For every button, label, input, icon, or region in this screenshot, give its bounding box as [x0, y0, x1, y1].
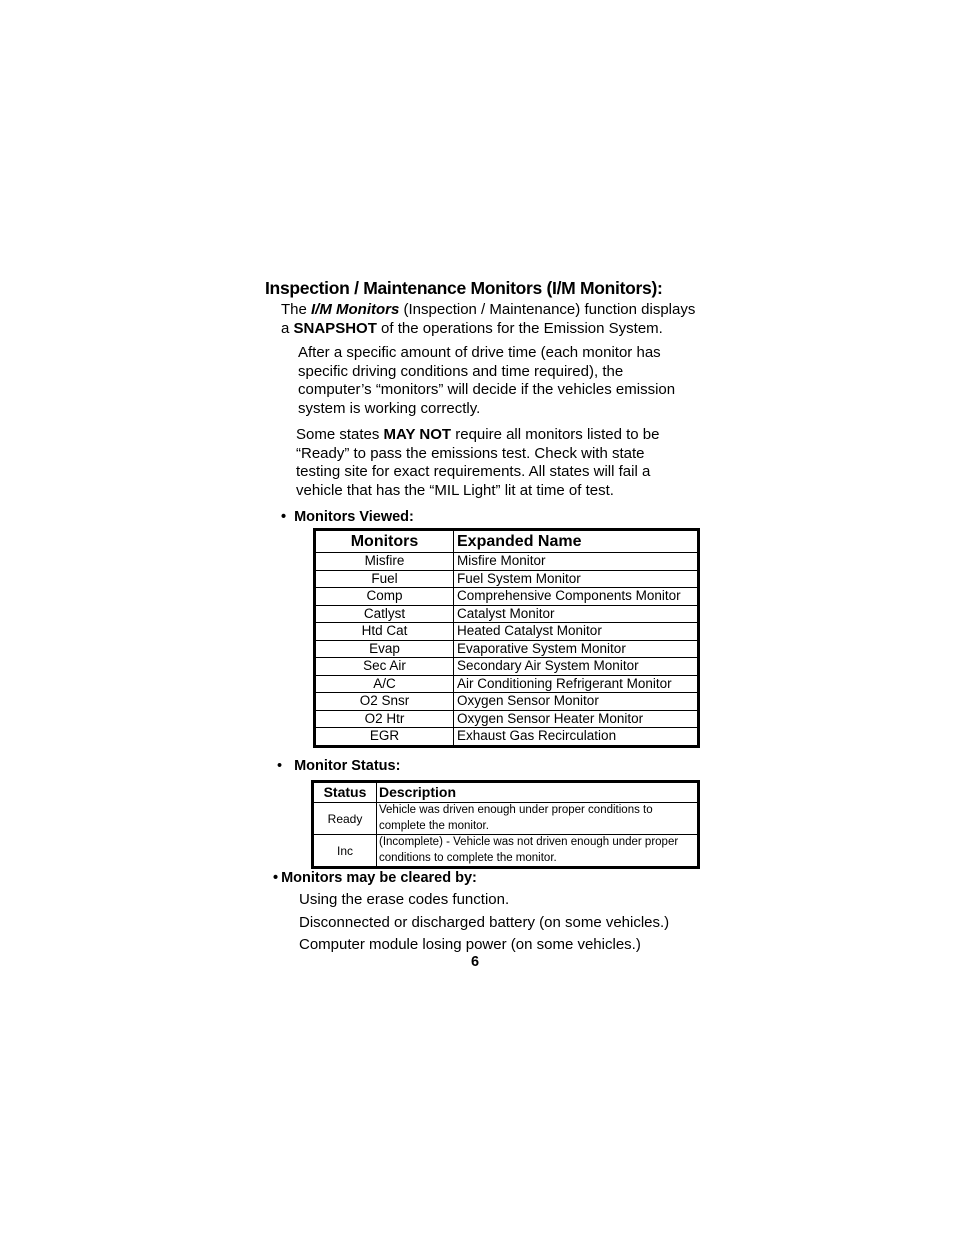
intro-paragraph: The I/M Monitors (Inspection / Maintenance) function displays a SNAPSHOT of the operations for the Emission System.	[281, 301, 696, 337]
monitor-name: Catalyst Monitor	[454, 605, 699, 623]
monitor-abbr: A/C	[315, 675, 454, 693]
monitors-cleared-heading: • Monitors may be cleared by:	[273, 870, 477, 886]
table-header-row	[315, 530, 699, 553]
table-row	[315, 570, 699, 588]
monitor-name: Oxygen Sensor Heater Monitor	[454, 710, 699, 728]
monitor-name: Exhaust Gas Recirculation	[454, 728, 699, 747]
monitor-abbr: Evap	[315, 640, 454, 658]
monitor-status-heading: • Monitor Status:	[277, 758, 401, 774]
column-header: Monitors	[315, 530, 454, 553]
monitors-viewed-heading: • Monitors Viewed:	[281, 509, 414, 525]
monitor-abbr: Sec Air	[315, 658, 454, 676]
column-header: Expanded Name	[454, 530, 699, 553]
monitors-table	[313, 528, 700, 748]
list-item: Using the erase codes function.	[299, 891, 510, 908]
states-paragraph: Some states MAY NOT require all monitors listed to be “Ready” to pass the emissions test. Check with state testing site for exact requirements. All states will fail a vehicle that has the “MIL Light” lit at time of test.	[296, 426, 660, 500]
monitor-abbr: Misfire	[315, 553, 454, 571]
status-value: Inc	[313, 835, 377, 868]
table-row	[315, 640, 699, 658]
table-row	[315, 553, 699, 571]
monitor-abbr: Catlyst	[315, 605, 454, 623]
monitor-name: Evaporative System Monitor	[454, 640, 699, 658]
table-header-row	[313, 782, 699, 803]
status-table	[311, 780, 700, 869]
status-description: (Incomplete) - Vehicle was not driven enough under proper conditions to complete the monitor.	[377, 835, 699, 868]
section-title: Inspection / Maintenance Monitors (I/M Monitors):	[265, 278, 663, 298]
table-row	[315, 675, 699, 693]
monitor-abbr: Fuel	[315, 570, 454, 588]
monitor-name: Secondary Air System Monitor	[454, 658, 699, 676]
table-row	[313, 803, 699, 835]
list-item: Disconnected or discharged battery (on some vehicles.)	[299, 914, 670, 931]
monitor-name: Heated Catalyst Monitor	[454, 623, 699, 641]
table-row	[315, 588, 699, 606]
drive-time-paragraph: After a specific amount of drive time (each monitor has specific driving conditions and time required), the computer’s “monitors” will decide if the vehicles emission system is working correctly.	[298, 344, 676, 418]
status-value: Ready	[313, 803, 377, 835]
monitor-abbr: Comp	[315, 588, 454, 606]
monitor-name: Oxygen Sensor Monitor	[454, 693, 699, 711]
table-row	[315, 710, 699, 728]
table-row	[315, 658, 699, 676]
table-row	[313, 835, 699, 868]
page-number: 6	[471, 954, 480, 970]
monitor-name: Fuel System Monitor	[454, 570, 699, 588]
column-header: Description	[377, 782, 699, 803]
monitor-abbr: O2 Snsr	[315, 693, 454, 711]
status-description: Vehicle was driven enough under proper conditions to complete the monitor.	[377, 803, 699, 835]
table-row	[315, 605, 699, 623]
monitor-name: Comprehensive Components Monitor	[454, 588, 699, 606]
table-row	[315, 728, 699, 747]
column-header: Status	[313, 782, 377, 803]
monitor-name: Misfire Monitor	[454, 553, 699, 571]
table-row	[315, 623, 699, 641]
monitor-abbr: EGR	[315, 728, 454, 747]
monitor-abbr: O2 Htr	[315, 710, 454, 728]
monitor-abbr: Htd Cat	[315, 623, 454, 641]
list-item: Computer module losing power (on some vehicles.)	[299, 936, 641, 953]
table-row	[315, 693, 699, 711]
monitor-name: Air Conditioning Refrigerant Monitor	[454, 675, 699, 693]
